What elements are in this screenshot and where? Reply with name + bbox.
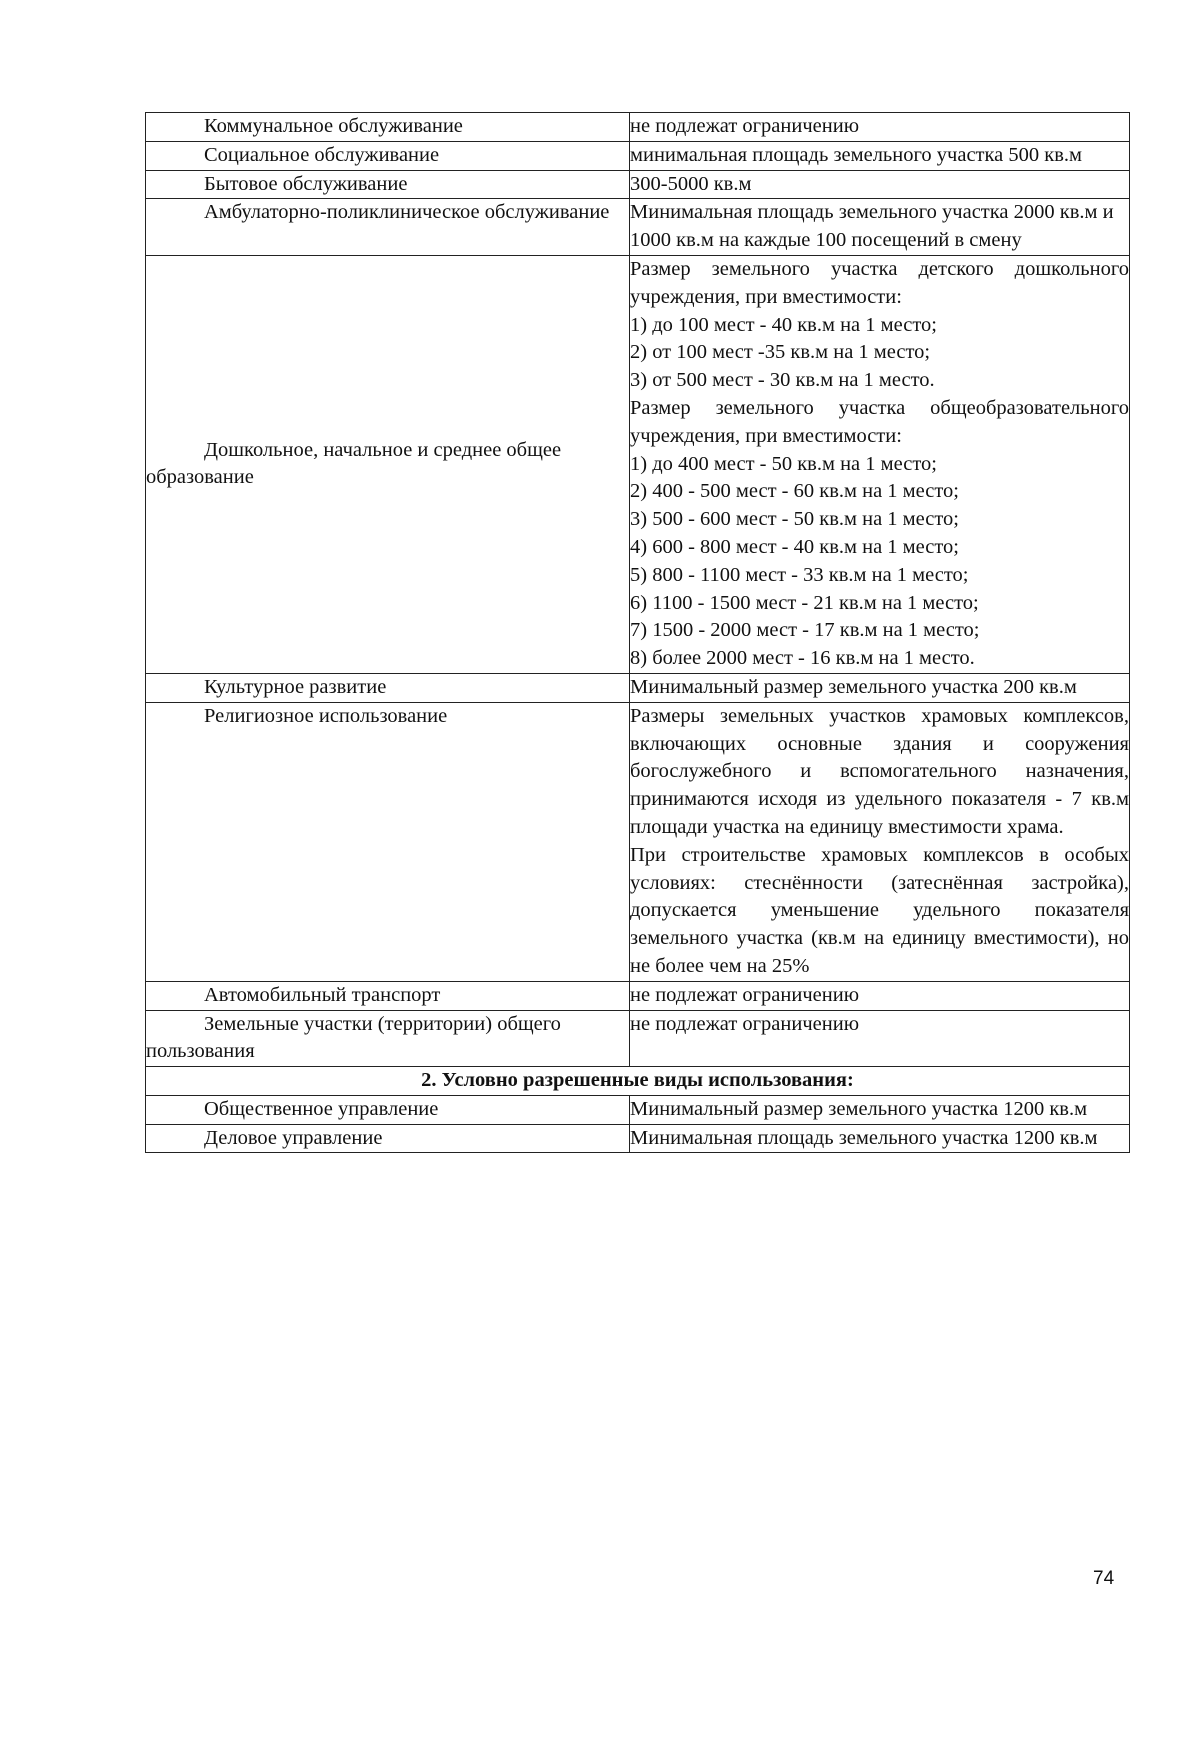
use-parameter: Минимальный размер земельного участка 200 кв.м [630,675,1077,698]
use-parameter-line: 8) более 2000 мест - 16 кв.м на 1 место. [630,647,975,670]
use-name: Культурное развитие [204,675,387,698]
table-row [146,702,1130,981]
use-parameter-paragraph: Размеры земельных участков храмовых комплексов, включающих основные здания и сооружения богослужебного и вспомогательного назначения, принимаются исходя из удельного показателя - 7 кв.м площади участка на единицу вместимости храма. [630,704,1129,838]
use-parameter-line: 6) 1100 - 1500 мест - 21 кв.м на 1 место; [630,591,979,614]
table-row [146,255,1130,673]
use-name: Общественное управление [204,1097,439,1120]
use-name: Автомобильный транспорт [204,983,441,1006]
land-use-table [145,112,1130,1153]
use-parameter-line: 3) от 500 мест - 30 кв.м на 1 место. [630,369,935,392]
use-parameter-line: Размер земельного участка детского дошкольного учреждения, при вместимости: [630,257,1129,308]
use-parameter-line: 4) 600 - 800 мест - 40 кв.м на 1 место; [630,535,959,558]
table-row [146,1010,1130,1067]
use-parameter: не подлежат ограничению [630,115,860,137]
use-parameter-line: 2) от 100 мест -35 кв.м на 1 место; [630,341,931,364]
use-name: Социальное обслуживание [204,143,440,166]
use-parameter: не подлежат ограничению [630,983,860,1006]
use-parameter-line: 1) до 100 мест - 40 кв.м на 1 место; [630,313,937,336]
use-parameter-line: 3) 500 - 600 мест - 50 кв.м на 1 место; [630,508,959,531]
use-name: Деловое управление [204,1126,383,1149]
use-parameter-paragraph: При строительстве храмовых комплексов в особых условиях: стеснённости (затеснённая застройка), допускается уменьшение удельного показателя земельного участка (кв.м на единицу вместимости), но не более чем на 25% [630,843,1129,977]
use-parameter: минимальная площадь земельного участка 500 кв.м [630,143,1082,166]
table-row [146,673,1130,702]
use-name: Амбулаторно-поликлиническое обслуживание [204,201,610,224]
table-row [146,113,1130,142]
use-name: Земельные участки (территории) общего пользования [146,1012,561,1063]
table-row [146,1095,1130,1124]
use-parameter-line: 1) до 400 мест - 50 кв.м на 1 место; [630,452,937,475]
use-name: Дошкольное, начальное и среднее общее образование [146,438,562,489]
table-row [146,199,1130,256]
use-parameter: 300-5000 кв.м [630,172,752,195]
table-row [146,981,1130,1010]
table-row [146,1124,1130,1153]
use-parameter-line: 5) 800 - 1100 мест - 33 кв.м на 1 место; [630,563,969,586]
use-parameter-line: Размер земельного участка общеобразовательного учреждения, при вместимости: [630,396,1129,447]
table-row [146,170,1130,199]
use-parameter: Минимальная площадь земельного участка 2000 кв.м и 1000 кв.м на каждые 100 посещений в смену [630,201,1114,252]
page-number: 74 [1093,1568,1115,1589]
section-title: 2. Условно разрешенные виды использования: [146,1067,1130,1096]
table-row [146,141,1130,170]
use-parameter: не подлежат ограничению [630,1012,860,1035]
use-name: Коммунальное обслуживание [204,115,463,137]
use-parameter: Минимальная площадь земельного участка 1200 кв.м [630,1126,1098,1149]
use-parameter-line: 7) 1500 - 2000 мест - 17 кв.м на 1 место; [630,619,980,642]
use-parameter: Минимальный размер земельного участка 1200 кв.м [630,1097,1088,1120]
use-name: Бытовое обслуживание [204,172,408,195]
use-name: Религиозное использование [204,704,448,727]
section-header-row [146,1067,1130,1096]
use-parameter-line: 2) 400 - 500 мест - 60 кв.м на 1 место; [630,480,959,503]
